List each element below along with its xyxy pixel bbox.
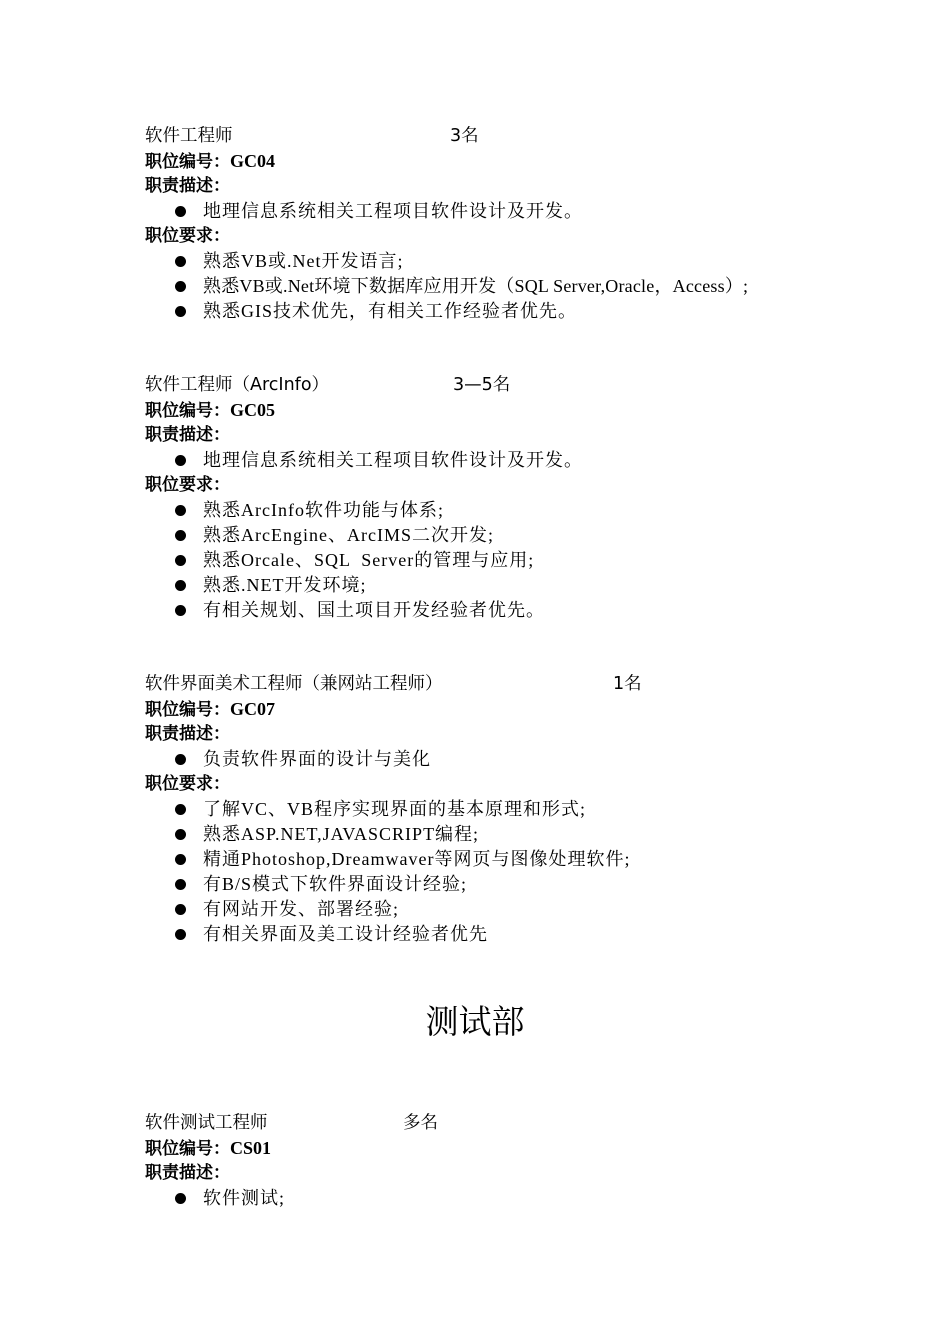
requirement-item <box>145 872 845 897</box>
job-headcount: 多名 <box>403 1113 438 1133</box>
requirement-item <box>145 797 845 822</box>
duty-heading: 职责描述： <box>145 176 230 196</box>
bullet-icon <box>175 605 186 616</box>
requirement-text: 有网站开发、部署经验; <box>203 899 399 919</box>
job-posting-gc07 <box>145 672 845 947</box>
requirement-heading: 职位要求： <box>145 475 230 495</box>
job-code-line <box>145 398 845 423</box>
requirement-item <box>145 299 845 324</box>
duty-text: 地理信息系统相关工程项目软件设计及开发。 <box>203 201 583 221</box>
job-headcount: 1名 <box>613 674 642 694</box>
requirement-heading: 职位要求： <box>145 774 230 794</box>
requirement-text: 有B/S模式下软件界面设计经验; <box>203 874 468 894</box>
bullet-icon <box>175 879 186 890</box>
job-code-label: 职位编号： <box>145 700 230 720</box>
requirement-heading: 职位要求： <box>145 226 230 246</box>
department-heading: 测试部 <box>425 1002 525 1041</box>
requirement-item <box>145 523 845 548</box>
job-headcount: 3—5名 <box>453 375 511 395</box>
requirement-item <box>145 498 845 523</box>
requirement-item <box>145 598 845 623</box>
job-posting-gc05 <box>145 373 845 623</box>
duty-heading: 职责描述： <box>145 425 230 445</box>
bullet-icon <box>175 455 186 466</box>
job-headcount: 3名 <box>450 126 479 146</box>
requirement-item <box>145 548 845 573</box>
job-posting-gc04 <box>145 124 845 324</box>
requirement-item <box>145 573 845 598</box>
job-title-line <box>145 124 845 149</box>
requirement-text: 了解VC、VB程序实现界面的基本原理和形式; <box>203 799 587 819</box>
requirement-item <box>145 822 845 847</box>
bullet-icon <box>175 281 186 292</box>
job-code: GC05 <box>230 400 275 420</box>
bullet-icon <box>175 256 186 267</box>
requirement-text: 熟悉VB或.Net环境下数据库应用开发（SQL Server,Oracle，Access）; <box>203 276 749 296</box>
bullet-icon <box>175 929 186 940</box>
bullet-icon <box>175 754 186 765</box>
requirement-text: 熟悉Orcale、SQL Server的管理与应用; <box>203 550 535 570</box>
requirement-text: 精通Photoshop,Dreamwaver等网页与图像处理软件; <box>203 849 631 869</box>
job-title-line <box>145 373 845 398</box>
requirement-text: 熟悉.NET开发环境; <box>203 575 367 595</box>
bullet-icon <box>175 306 186 317</box>
requirement-item <box>145 274 845 299</box>
bullet-icon <box>175 580 186 591</box>
bullet-icon <box>175 804 186 815</box>
job-title-line <box>145 672 845 697</box>
requirement-text: 熟悉VB或.Net开发语言; <box>203 251 404 271</box>
job-code-label: 职位编号： <box>145 401 230 421</box>
requirement-item <box>145 897 845 922</box>
bullet-icon <box>175 829 186 840</box>
bullet-icon <box>175 904 186 915</box>
job-posting-cs01 <box>145 1111 845 1211</box>
bullet-icon <box>175 505 186 516</box>
requirement-item <box>145 922 845 947</box>
requirement-text: 熟悉GIS技术优先，有相关工作经验者优先。 <box>203 301 578 321</box>
job-title-line <box>145 1111 845 1136</box>
bullet-icon <box>175 1193 186 1204</box>
duty-item <box>145 448 845 473</box>
job-code-line <box>145 697 845 722</box>
job-title: 软件工程师 <box>145 126 233 146</box>
job-title: 软件测试工程师 <box>145 1113 268 1133</box>
requirement-item <box>145 249 845 274</box>
bullet-icon <box>175 555 186 566</box>
requirement-text: 熟悉ASP.NET,JAVASCRIPT编程; <box>203 824 480 844</box>
duty-heading: 职责描述： <box>145 724 230 744</box>
duty-item <box>145 747 845 772</box>
requirement-text: 熟悉ArcInfo软件功能与体系; <box>203 500 444 520</box>
requirement-text: 有相关界面及美工设计经验者优先 <box>203 924 488 944</box>
job-code: CS01 <box>230 1138 272 1158</box>
duty-heading: 职责描述： <box>145 1163 230 1183</box>
bullet-icon <box>175 206 186 217</box>
bullet-icon <box>175 530 186 541</box>
job-title: 软件工程师（ArcInfo） <box>145 375 330 395</box>
duty-item <box>145 1186 845 1211</box>
duty-text: 软件测试; <box>203 1188 286 1208</box>
job-title: 软件界面美术工程师（兼网站工程师） <box>145 674 443 694</box>
duty-text: 地理信息系统相关工程项目软件设计及开发。 <box>203 450 583 470</box>
job-code-label: 职位编号： <box>145 1139 230 1159</box>
duty-text: 负责软件界面的设计与美化 <box>203 749 431 769</box>
requirement-text: 熟悉ArcEngine、ArcIMS二次开发; <box>203 525 494 545</box>
job-code-label: 职位编号： <box>145 152 230 172</box>
job-code: GC07 <box>230 699 275 719</box>
bullet-icon <box>175 854 186 865</box>
job-code-line <box>145 149 845 174</box>
duty-item <box>145 199 845 224</box>
requirement-text: 有相关规划、国土项目开发经验者优先。 <box>203 600 545 620</box>
requirement-item <box>145 847 845 872</box>
job-code-line <box>145 1136 845 1161</box>
job-code: GC04 <box>230 151 275 171</box>
